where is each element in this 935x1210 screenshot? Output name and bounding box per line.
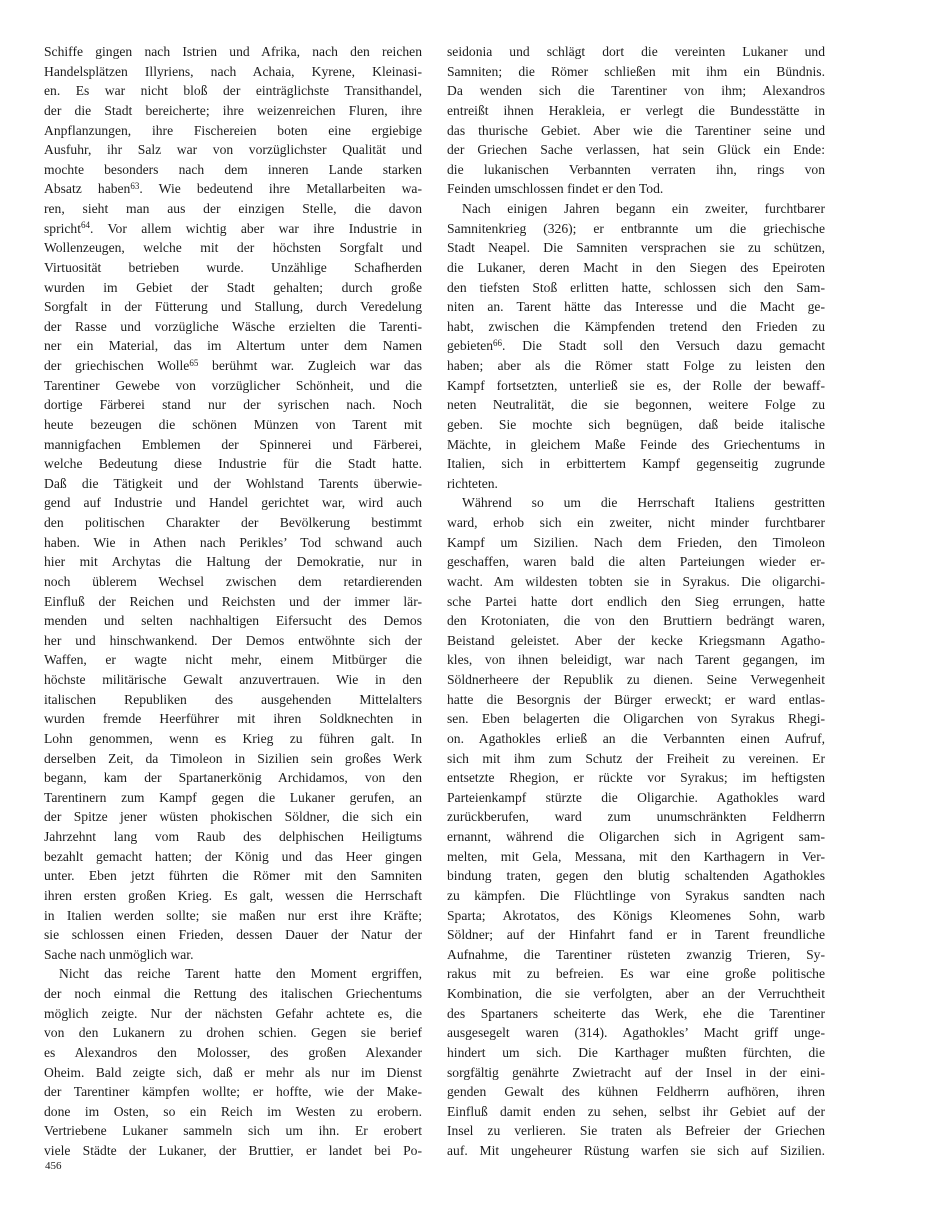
text-line: done im Osten, so ein Reich im Westen zu erobern. <box>44 1103 422 1119</box>
text-line: Schiffe gingen nach Istrien und Afrika, nach den reichen <box>44 44 422 59</box>
text-line: melten, mit Gela, Messana, mit den Karthagern in Ver- <box>447 848 825 864</box>
text-line: gebieten$^{66}$. Die Stadt soll den Versuch dazu gemacht <box>447 337 825 354</box>
text-line: bezahlt gemacht hatten; der König und das Heer gingen <box>44 848 422 864</box>
text-line: viele Städte der Lukaner, der Bruttier, er landet bei Po- <box>44 1143 422 1158</box>
text-line: Italien, sich in erbittertem Kampf gegenseitig zugrunde <box>447 456 825 472</box>
text-line: Während so um die Herrschaft Italiens gestritten <box>462 495 825 511</box>
text-line: sie schlossen einen Frieden, dessen Dauer der Natur der <box>44 927 422 943</box>
text-line: ernannt, während die Oligarchen sich in Agrigent sam- <box>447 829 825 844</box>
text-line: sich mit ihm zum Schutz der Freiheit zu vereinen. Er <box>447 750 825 766</box>
text-line: rakus mit zu befreien. Es war eine große politische <box>447 966 825 982</box>
text-line: Einfluß damit enden zu sehen, selbst ihr Gebiet auf der <box>447 1103 825 1119</box>
text-line: welche Bedeutung diese Industrie für die Stadt hatte. <box>44 456 422 472</box>
text-line: entsetzte Rhegion, er rückte vor Syrakus; im heftigsten <box>447 770 825 786</box>
footnote-marker: 65 <box>189 357 199 368</box>
text-line: noch üblerem Wechsel zwischen dem retardierenden <box>44 573 422 589</box>
text-line: Nach einigen Jahren begann ein zweiter, furchtbarer <box>462 201 825 216</box>
text-line: Handelsplätzen Illyriens, nach Achaia, Kyrene, Kleinasi- <box>44 63 422 79</box>
text-line: kles, von ihnen beleidigt, war nach Tarent gegangen, im <box>447 652 825 668</box>
text-line: das thurische Gebiet. Aber wie die Tarentiner seine und <box>447 122 825 138</box>
footnote-marker: 64 <box>81 220 90 231</box>
text-line: zurückberufen, ward zum unumschränkten Feldherrn <box>447 809 825 825</box>
text-line: in Italien werden sollte; sie maßen nur erst ihre Kräfte; <box>44 907 422 923</box>
text-line: der die Stadt bereicherte; ihre weizenreichen Fluren, ihre <box>44 102 422 118</box>
text-line: Oheim. Bald zeigte sich, daß er mehr als nur im Dienst <box>44 1064 422 1080</box>
text-line: richteten. <box>447 475 498 491</box>
text-line: habt, zwischen die Kämpfenden tretend den Frieden zu <box>447 318 825 334</box>
text-line: wurden fremde Heerführer mit ihren Soldknechten in <box>44 711 422 727</box>
text-line: die Lukaner, deren Macht in den Siegen des Epeiroten <box>447 259 825 275</box>
text-line: Vertriebene Lukaner sammeln sich um ihn. Er erobert <box>44 1123 422 1139</box>
text-line: haben. Wie in Athen nach Perikles’ Tod schwand auch <box>44 534 422 550</box>
text-line: wacht. Am wildesten tobten sie in Syrakus. Die oligarchi- <box>447 573 825 589</box>
text-line: der noch einmal die Rettung des italischen Griechentums <box>44 986 422 1001</box>
text-line: niten an. Tarent hätte das Interesse und die Macht ge- <box>447 299 825 315</box>
text-column-left <box>44 42 422 1161</box>
text-line: Söldnerheere der Republik zu dienen. Seine Verwegenheit <box>447 672 825 687</box>
text-line: Samnitenkrieg (326); er entbrannte um die griechische <box>447 220 825 236</box>
text-line: Wollenzeugen, welche mit der höchsten Sorgfalt und <box>44 240 422 256</box>
text-line: Waffen, er wagte nicht mehr, einem Mitbürger die <box>44 652 422 668</box>
text-line: Kampf fortsetzten, unterließ sie es, der Rolle der bewaff- <box>447 377 825 393</box>
text-line: Samniten; die Römer schließen mit ihm ein Bündnis. <box>447 63 825 79</box>
text-line: neten Neutralität, die sie begonnen, weitere Folge zu <box>447 397 825 413</box>
text-line: Lohn genommen, wenn es Krieg zu führen galt. In <box>44 730 422 746</box>
text-line: derselben Zeit, da Timoleon in Sizilien sein großes Werk <box>44 750 422 766</box>
text-line: spricht$^{64}$. Vor allem wichtig aber war ihre Industrie in <box>44 220 422 236</box>
text-line: des Spartaners scheiterte das Werk, ehe die Tarentiner <box>447 1005 825 1021</box>
text-line: Mächte, in gleichem Maße Feinde des Griechentums in <box>447 436 825 452</box>
text-line: den politischen Charakter der Bevölkerung bestimmt <box>44 515 422 530</box>
text-line: geben. Sie mochte sich begnügen, daß beide italische <box>447 416 825 432</box>
text-line: hier mit Archytas die Haltung der Demokratie, nur in <box>44 554 422 570</box>
text-line: Anpflanzungen, ihre Fischereien boten eine ergiebige <box>44 122 422 138</box>
text-line: wurden im Gebiet der Stadt gehalten; durch große <box>44 279 422 295</box>
text-line: sen. Eben belagerten die Oligarchen von Syrakus Rhegi- <box>447 711 825 727</box>
text-line: Sache nach unmöglich war. <box>44 946 194 962</box>
text-line: menden und selten nachhaltigen Eifersucht des Demos <box>44 613 422 629</box>
text-line: mannigfachen Emblemen der Spinnerei und Färberei, <box>44 436 422 452</box>
text-line: die lukanischen Verbannten verraten ihn, rings von <box>447 161 825 177</box>
text-line: sorgfältig genährte Zwietracht auf der Insel in der eini- <box>447 1064 825 1080</box>
text-line: ihren ersten großen Krieg. Es galt, wessen die Herrschaft <box>44 887 422 903</box>
text-line: hindert um sich. Die Karthager mußten fürchten, die <box>447 1044 825 1060</box>
text-line: Einfluß der Reichen und Reichsten und der immer lär- <box>44 593 422 609</box>
text-line: der Spitze jener wüsten phokischen Söldner, die sich ein <box>44 809 422 825</box>
text-line: entreißt ihnen Herakleia, er verlegt die Bundesstätte in <box>447 102 825 118</box>
text-line: sche Partei hatte dort endlich den Sieg errungen, hatte <box>447 593 825 609</box>
text-line: den Krotoniaten, die von den Bruttiern bedrängt waren, <box>447 613 825 629</box>
text-line: Nicht das reiche Tarent hatte den Moment ergriffen, <box>59 966 422 982</box>
text-line: Virtuosität betrieben wurde. Unzählige Schafherden <box>44 259 422 275</box>
text-line: auf. Mit ungeheurer Rüstung warfen sie sich auf Sizilien. <box>447 1143 825 1158</box>
text-line: hatte die Besorgnis der Bürger erweckt; er ward entlas- <box>447 691 825 707</box>
text-line: der Griechen Sache verlassen, hat sein Glück ein Ende: <box>447 142 825 158</box>
text-line: Sparta; Akrotatos, des Königs Kleomenes Sohn, warb <box>447 907 825 923</box>
text-line: Ausfuhr, ihr Salz war von vorzüglichster Qualität und <box>44 142 422 158</box>
text-line: höchste militärische Gewalt anzuvertrauen. Wie in den <box>44 672 422 687</box>
text-line: den tiefsten Stoß erlitten hatte, schlossen sich den Sam- <box>447 279 825 295</box>
text-line: möglich zeigte. Nur der nächsten Gefahr achtete es, die <box>44 1005 422 1021</box>
text-line: begann, kam der Spartanerkönig Archidamos, von den <box>44 770 422 786</box>
text-line: on. Agathokles erließ an die Verbannten einen Aufruf, <box>447 730 825 746</box>
text-line: bindung traten, gegen den blutig schaltenden Agathokles <box>447 868 825 884</box>
text-line: italischen Republiken des ausgehenden Mittelalters <box>44 691 422 707</box>
page-number: 456 <box>45 1160 62 1172</box>
text-line: Tarentinern zum Kampf gegen die Lukaner gerufen, an <box>44 789 422 805</box>
text-line: Jahrzehnt lang vom Raub des delphischen Heiligtums <box>44 829 422 844</box>
text-line: Stadt Neapel. Die Samniten versprachen sie zu schützen, <box>447 240 825 256</box>
text-line: Tarentiner Gewebe von vorzüglicher Schönheit, und die <box>44 377 422 393</box>
text-line: ward, erhob sich ein zweiter, nicht minder furchtbarer <box>447 515 825 530</box>
text-line: der griechischen Wolle$^{65}$ berühmt war. Zugleich war das <box>44 357 422 373</box>
text-line: der Tarentiner kämpfen wollte; er hoffte, wie der Make- <box>44 1084 422 1100</box>
text-line: Parteienkampf stürzte die Oligarchie. Agathokles ward <box>447 789 825 805</box>
text-line: heute bezeugen die schönen Münzen von Tarent mit <box>44 416 422 432</box>
text-line: Sorgfalt in der Fütterung und Stallung, durch Veredelung <box>44 299 422 315</box>
footnote-marker: 63 <box>130 180 140 191</box>
text-line: von den Lukanern zu drohen schien. Gegen sie berief <box>44 1025 422 1041</box>
text-line: ausgesegelt waren (314). Agathokles’ Macht griff unge- <box>447 1025 825 1041</box>
text-line: geschaffen, waren bald die alten Parteiungen wieder er- <box>447 554 825 570</box>
text-line: seidonia und schlägt dort die vereinten Lukaner und <box>447 44 825 59</box>
text-line: Insel zu verlieren. Sie traten als Befreier der Griechen <box>447 1123 825 1139</box>
text-line: Söldner; auf der Hinfahrt fand er in Tarent freundliche <box>447 927 825 943</box>
text-line: Beistand geleistet. Aber der kecke Kriegsmann Agatho- <box>447 632 825 648</box>
text-line: genden Gewalt des kühnen Feldherrn aufhören, ihren <box>447 1084 825 1100</box>
text-line: der Rasse und vorzügliche Wäsche erzielten die Tarenti- <box>44 318 422 334</box>
text-line: Aufnahme, die Tarentiner rüsteten zwanzig Trieren, Sy- <box>447 946 825 962</box>
text-line: zu kämpfen. Die Flüchtlinge von Syrakus sandten nach <box>447 887 825 903</box>
text-line: dortige Färberei stand nur der syrischen nach. Noch <box>44 397 422 413</box>
text-line: Daß die Tätigkeit und der Wohlstand Tarents überwie- <box>44 475 422 491</box>
text-line: Kampf um Sizilien. Nach dem Frieden, den Timoleon <box>447 534 825 550</box>
text-column-right <box>447 42 825 1161</box>
text-line: haben; aber als die Römer statt Folge zu leisten den <box>447 358 825 373</box>
text-line: mochte besonders nach dem inneren Lande starken <box>44 161 422 177</box>
footnote-marker: 66 <box>493 337 503 348</box>
text-line: es Alexandros den Molosser, des großen Alexander <box>44 1044 422 1060</box>
text-line: Kombination, die sie verfolgten, aber an der Verruchtheit <box>447 986 825 1001</box>
text-line: ren, sieht man aus der einzigen Stelle, die davon <box>44 201 422 216</box>
text-line: Feinden umschlossen findet er den Tod. <box>447 181 664 197</box>
text-line: en. Es war nicht bloß der einträglichste Transithandel, <box>44 83 422 99</box>
text-line: gend auf Industrie und Handel gerichtet war, wird auch <box>44 495 422 511</box>
text-line: her und hinschwankend. Der Demos entwöhnte sich der <box>44 632 422 648</box>
text-line: unter. Eben jetzt führten die Römer mit den Samniten <box>44 868 422 884</box>
text-line: Da wenden sich die Tarentiner von ihm; Alexandros <box>447 83 825 99</box>
text-line: ner ein Material, das im Altertum unter dem Namen <box>44 338 422 354</box>
text-line: Absatz haben$^{63}$. Wie bedeutend ihre Metallarbeiten wa- <box>44 180 422 197</box>
